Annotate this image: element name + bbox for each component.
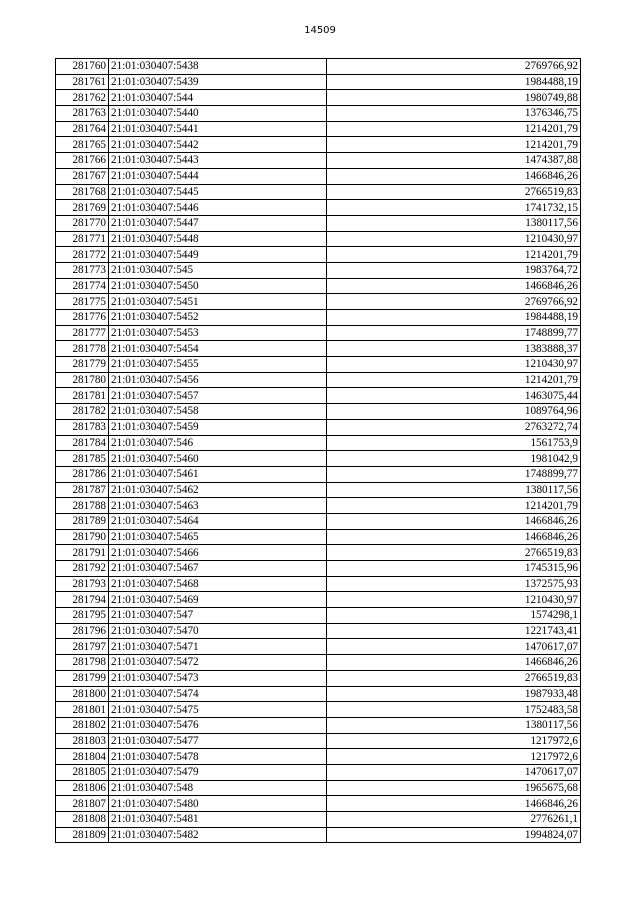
cadastral-number-cell: 21:01:030407:5461 [109, 466, 327, 482]
table-row [56, 200, 581, 216]
row-number-cell: 281790 [56, 529, 109, 545]
cadastral-number-cell: 21:01:030407:5445 [109, 184, 327, 200]
row-number-cell: 281784 [56, 435, 109, 451]
row-number-cell: 281803 [56, 733, 109, 749]
row-number-cell: 281796 [56, 623, 109, 639]
row-number-cell: 281772 [56, 247, 109, 263]
row-number-cell: 281808 [56, 812, 109, 828]
cadastral-value-cell: 1745315,96 [327, 561, 581, 577]
table-row [56, 576, 581, 592]
cadastral-number-cell: 21:01:030407:5463 [109, 498, 327, 514]
cadastral-number-cell: 21:01:030407:5466 [109, 545, 327, 561]
cadastral-number-cell: 21:01:030407:5441 [109, 121, 327, 137]
cadastral-number-cell: 21:01:030407:5476 [109, 717, 327, 733]
cadastral-number-cell: 21:01:030407:5462 [109, 482, 327, 498]
cadastral-value-cell: 1987933,48 [327, 686, 581, 702]
cadastral-number-cell: 21:01:030407:5481 [109, 812, 327, 828]
cadastral-value-cell: 1214201,79 [327, 247, 581, 263]
table-row [56, 59, 581, 75]
cadastral-value-cell: 2776261,1 [327, 812, 581, 828]
row-number-cell: 281797 [56, 639, 109, 655]
cadastral-number-cell: 21:01:030407:5457 [109, 388, 327, 404]
table-row [56, 592, 581, 608]
table-row [56, 184, 581, 200]
table-row [56, 294, 581, 310]
page-number: 14509 [304, 25, 336, 36]
cadastral-value-cell: 1965675,68 [327, 780, 581, 796]
cadastral-value-cell: 1217972,6 [327, 749, 581, 765]
cadastral-number-cell: 21:01:030407:5475 [109, 702, 327, 718]
cadastral-value-cell: 1466846,26 [327, 796, 581, 812]
cadastral-number-cell: 21:01:030407:5479 [109, 764, 327, 780]
cadastral-value-cell: 1214201,79 [327, 121, 581, 137]
cadastral-value-cell: 1380117,56 [327, 215, 581, 231]
row-number-cell: 281798 [56, 655, 109, 671]
table-row [56, 168, 581, 184]
cadastral-value-cell: 1372575,93 [327, 576, 581, 592]
row-number-cell: 281795 [56, 608, 109, 624]
cadastral-value-cell: 1376346,75 [327, 106, 581, 122]
table-row [56, 106, 581, 122]
cadastral-number-cell: 21:01:030407:548 [109, 780, 327, 796]
table-body [56, 59, 581, 843]
cadastral-number-cell: 21:01:030407:5456 [109, 372, 327, 388]
table-row [56, 137, 581, 153]
cadastral-value-cell: 1466846,26 [327, 655, 581, 671]
row-number-cell: 281804 [56, 749, 109, 765]
row-number-cell: 281787 [56, 482, 109, 498]
cadastral-value-cell: 1748899,77 [327, 466, 581, 482]
cadastral-value-cell: 1463075,44 [327, 388, 581, 404]
row-number-cell: 281777 [56, 325, 109, 341]
cadastral-number-cell: 21:01:030407:546 [109, 435, 327, 451]
row-number-cell: 281785 [56, 451, 109, 467]
cadastral-number-cell: 21:01:030407:5453 [109, 325, 327, 341]
table-row [56, 451, 581, 467]
table-row [56, 812, 581, 828]
cadastral-value-cell: 1214201,79 [327, 137, 581, 153]
table-row [56, 215, 581, 231]
cadastral-number-cell: 21:01:030407:545 [109, 262, 327, 278]
row-number-cell: 281766 [56, 153, 109, 169]
table-row [56, 764, 581, 780]
row-number-cell: 281776 [56, 310, 109, 326]
cadastral-number-cell: 21:01:030407:5454 [109, 341, 327, 357]
cadastral-value-cell: 1752483,58 [327, 702, 581, 718]
table-row [56, 498, 581, 514]
cadastral-number-cell: 21:01:030407:5448 [109, 231, 327, 247]
cadastral-value-cell: 1217972,6 [327, 733, 581, 749]
cadastral-value-cell: 1470617,07 [327, 639, 581, 655]
row-number-cell: 281782 [56, 404, 109, 420]
table-row [56, 325, 581, 341]
cadastral-value-cell: 1214201,79 [327, 498, 581, 514]
row-number-cell: 281791 [56, 545, 109, 561]
row-number-cell: 281805 [56, 764, 109, 780]
row-number-cell: 281770 [56, 215, 109, 231]
table-row [56, 90, 581, 106]
table-row [56, 466, 581, 482]
table-row [56, 780, 581, 796]
cadastral-number-cell: 21:01:030407:544 [109, 90, 327, 106]
cadastral-number-cell: 21:01:030407:5478 [109, 749, 327, 765]
cadastral-number-cell: 21:01:030407:5465 [109, 529, 327, 545]
table-row [56, 388, 581, 404]
table-row [56, 529, 581, 545]
table-row [56, 341, 581, 357]
cadastral-value-cell: 1980749,88 [327, 90, 581, 106]
table-row [56, 262, 581, 278]
row-number-cell: 281799 [56, 670, 109, 686]
table-row [56, 639, 581, 655]
cadastral-number-cell: 21:01:030407:5444 [109, 168, 327, 184]
row-number-cell: 281809 [56, 827, 109, 843]
row-number-cell: 281775 [56, 294, 109, 310]
cadastral-value-cell: 1466846,26 [327, 529, 581, 545]
cadastral-number-cell: 21:01:030407:5464 [109, 513, 327, 529]
cadastral-number-cell: 21:01:030407:5439 [109, 74, 327, 90]
cadastral-value-cell: 1984488,19 [327, 310, 581, 326]
cadastral-number-cell: 21:01:030407:5470 [109, 623, 327, 639]
cadastral-number-cell: 21:01:030407:5447 [109, 215, 327, 231]
row-number-cell: 281786 [56, 466, 109, 482]
table-row [56, 310, 581, 326]
cadastral-number-cell: 21:01:030407:5449 [109, 247, 327, 263]
row-number-cell: 281761 [56, 74, 109, 90]
row-number-cell: 281807 [56, 796, 109, 812]
table-row [56, 733, 581, 749]
cadastral-number-cell: 21:01:030407:5471 [109, 639, 327, 655]
table-row [56, 545, 581, 561]
table-row [56, 404, 581, 420]
table-row [56, 608, 581, 624]
table-row [56, 717, 581, 733]
table-row [56, 686, 581, 702]
cadastral-value-cell: 1210430,97 [327, 357, 581, 373]
cadastral-number-cell: 21:01:030407:5468 [109, 576, 327, 592]
table-row [56, 419, 581, 435]
row-number-cell: 281767 [56, 168, 109, 184]
row-number-cell: 281771 [56, 231, 109, 247]
cadastral-value-cell: 1380117,56 [327, 482, 581, 498]
row-number-cell: 281764 [56, 121, 109, 137]
row-number-cell: 281763 [56, 106, 109, 122]
cadastral-value-cell: 1214201,79 [327, 372, 581, 388]
cadastral-value-cell: 1470617,07 [327, 764, 581, 780]
cadastral-value-cell: 1221743,41 [327, 623, 581, 639]
cadastral-value-table [55, 58, 581, 843]
row-number-cell: 281774 [56, 278, 109, 294]
row-number-cell: 281778 [56, 341, 109, 357]
cadastral-number-cell: 21:01:030407:5438 [109, 59, 327, 75]
table-row [56, 435, 581, 451]
row-number-cell: 281768 [56, 184, 109, 200]
cadastral-value-cell: 1466846,26 [327, 168, 581, 184]
cadastral-value-cell: 1210430,97 [327, 592, 581, 608]
cadastral-value-cell: 2763272,74 [327, 419, 581, 435]
row-number-cell: 281769 [56, 200, 109, 216]
table-row [56, 513, 581, 529]
cadastral-value-cell: 1748899,77 [327, 325, 581, 341]
table-row [56, 482, 581, 498]
cadastral-number-cell: 21:01:030407:5480 [109, 796, 327, 812]
cadastral-number-cell: 21:01:030407:5450 [109, 278, 327, 294]
cadastral-value-cell: 1380117,56 [327, 717, 581, 733]
row-number-cell: 281760 [56, 59, 109, 75]
row-number-cell: 281802 [56, 717, 109, 733]
cadastral-number-cell: 21:01:030407:5458 [109, 404, 327, 420]
cadastral-number-cell: 21:01:030407:5442 [109, 137, 327, 153]
cadastral-number-cell: 21:01:030407:5474 [109, 686, 327, 702]
row-number-cell: 281783 [56, 419, 109, 435]
row-number-cell: 281773 [56, 262, 109, 278]
cadastral-value-cell: 2766519,83 [327, 545, 581, 561]
cadastral-number-cell: 21:01:030407:5446 [109, 200, 327, 216]
row-number-cell: 281788 [56, 498, 109, 514]
cadastral-value-cell: 1383888,37 [327, 341, 581, 357]
row-number-cell: 281794 [56, 592, 109, 608]
cadastral-number-cell: 21:01:030407:5473 [109, 670, 327, 686]
table-row [56, 827, 581, 843]
cadastral-value-cell: 1574298,1 [327, 608, 581, 624]
table-row [56, 702, 581, 718]
cadastral-value-cell: 1466846,26 [327, 513, 581, 529]
row-number-cell: 281789 [56, 513, 109, 529]
cadastral-value-cell: 2766519,83 [327, 670, 581, 686]
table-row [56, 796, 581, 812]
cadastral-number-cell: 21:01:030407:5451 [109, 294, 327, 310]
table-row [56, 153, 581, 169]
cadastral-number-cell: 21:01:030407:5469 [109, 592, 327, 608]
cadastral-value-cell: 2769766,92 [327, 59, 581, 75]
row-number-cell: 281800 [56, 686, 109, 702]
table-row [56, 655, 581, 671]
cadastral-value-cell: 1561753,9 [327, 435, 581, 451]
row-number-cell: 281793 [56, 576, 109, 592]
table-row [56, 121, 581, 137]
row-number-cell: 281762 [56, 90, 109, 106]
cadastral-number-cell: 21:01:030407:5482 [109, 827, 327, 843]
cadastral-value-cell: 2769766,92 [327, 294, 581, 310]
cadastral-value-cell: 1994824,07 [327, 827, 581, 843]
row-number-cell: 281765 [56, 137, 109, 153]
row-number-cell: 281780 [56, 372, 109, 388]
cadastral-value-cell: 1466846,26 [327, 278, 581, 294]
cadastral-number-cell: 21:01:030407:5455 [109, 357, 327, 373]
cadastral-number-cell: 21:01:030407:547 [109, 608, 327, 624]
cadastral-value-cell: 1984488,19 [327, 74, 581, 90]
table-row [56, 247, 581, 263]
table-row [56, 278, 581, 294]
table-row [56, 623, 581, 639]
table-row [56, 561, 581, 577]
table-row [56, 372, 581, 388]
table-row [56, 670, 581, 686]
row-number-cell: 281806 [56, 780, 109, 796]
table-row [56, 357, 581, 373]
row-number-cell: 281781 [56, 388, 109, 404]
cadastral-value-cell: 1741732,15 [327, 200, 581, 216]
row-number-cell: 281801 [56, 702, 109, 718]
table-row [56, 231, 581, 247]
cadastral-value-cell: 1981042,9 [327, 451, 581, 467]
cadastral-number-cell: 21:01:030407:5459 [109, 419, 327, 435]
cadastral-value-cell: 1210430,97 [327, 231, 581, 247]
cadastral-value-cell: 1089764,96 [327, 404, 581, 420]
row-number-cell: 281792 [56, 561, 109, 577]
table-row [56, 749, 581, 765]
table-row [56, 74, 581, 90]
cadastral-number-cell: 21:01:030407:5472 [109, 655, 327, 671]
row-number-cell: 281779 [56, 357, 109, 373]
cadastral-number-cell: 21:01:030407:5440 [109, 106, 327, 122]
cadastral-number-cell: 21:01:030407:5477 [109, 733, 327, 749]
cadastral-value-cell: 1474387,88 [327, 153, 581, 169]
cadastral-value-cell: 1983764,72 [327, 262, 581, 278]
cadastral-value-cell: 2766519,83 [327, 184, 581, 200]
cadastral-number-cell: 21:01:030407:5452 [109, 310, 327, 326]
cadastral-number-cell: 21:01:030407:5467 [109, 561, 327, 577]
cadastral-number-cell: 21:01:030407:5443 [109, 153, 327, 169]
cadastral-number-cell: 21:01:030407:5460 [109, 451, 327, 467]
